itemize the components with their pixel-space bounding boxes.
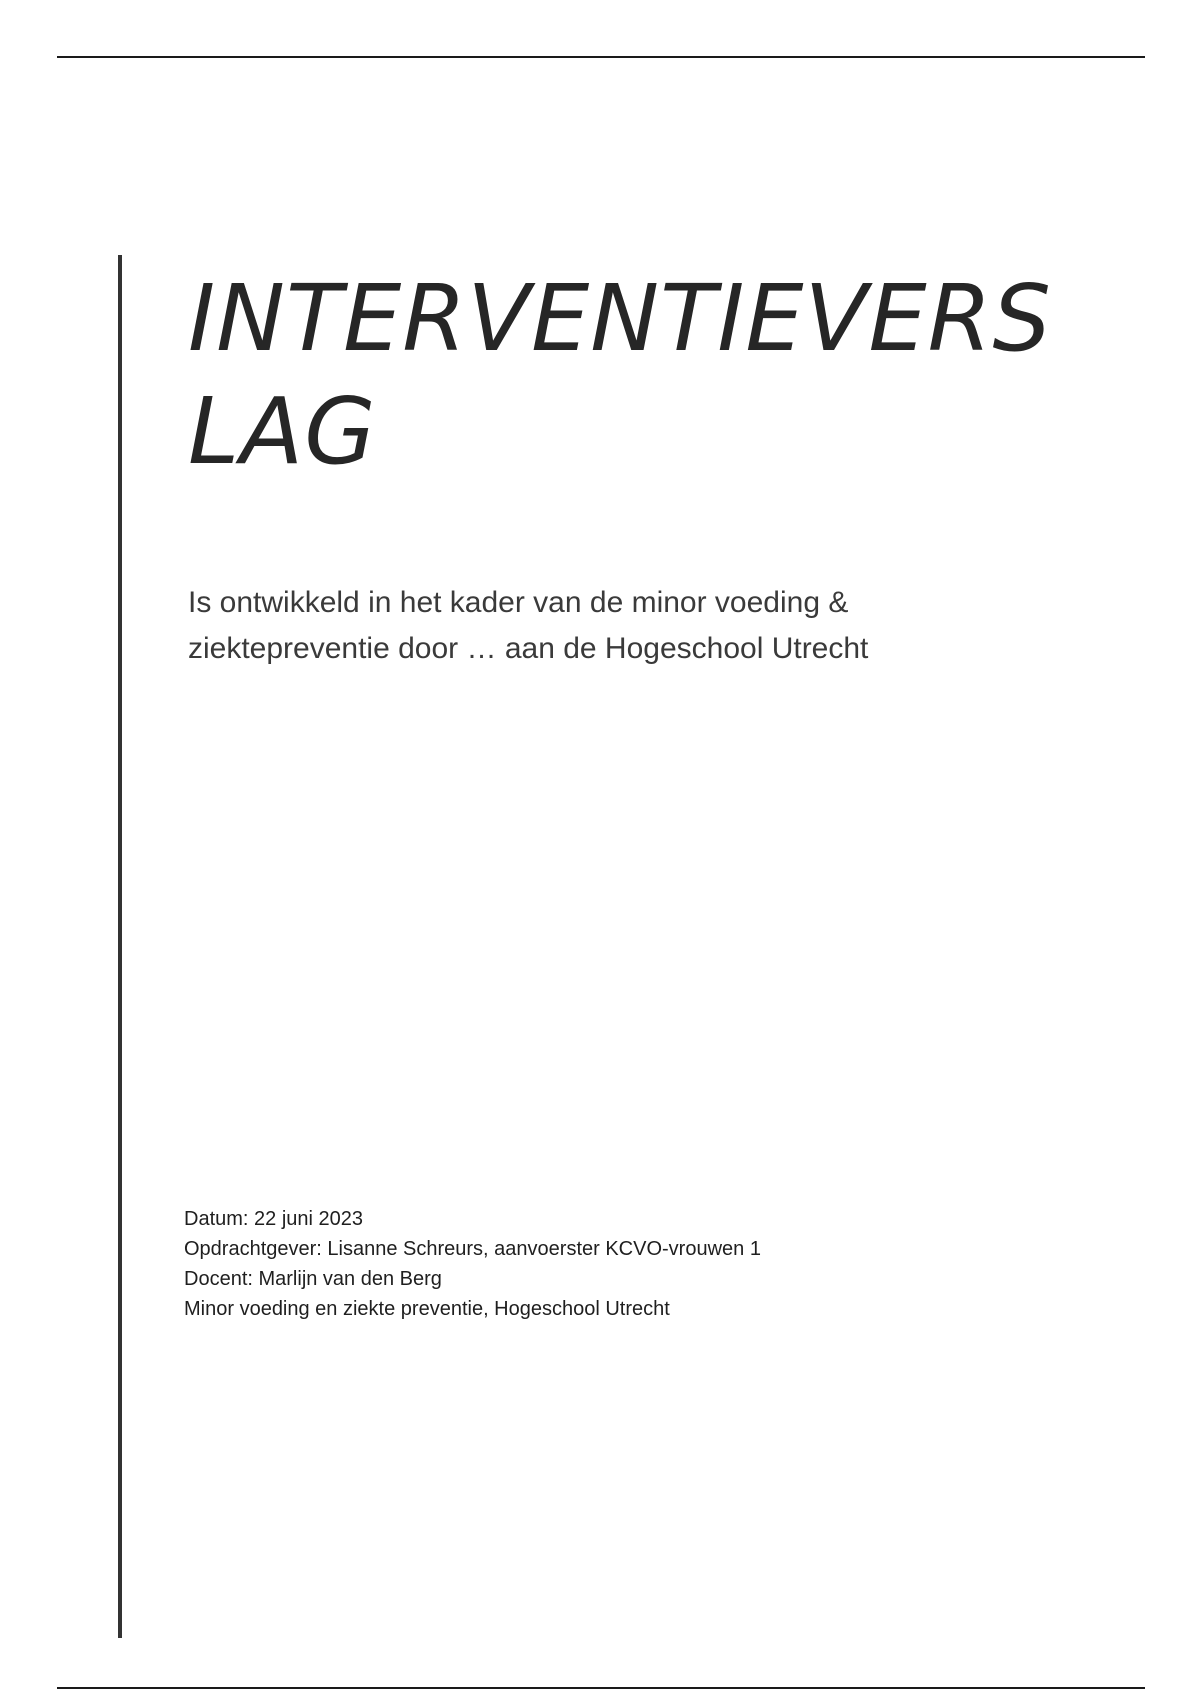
document-subtitle bbox=[188, 580, 1088, 672]
document-title-line-1: INTERVENTIEVERS bbox=[188, 265, 1052, 372]
meta-date: Datum: 22 juni 2023 bbox=[184, 1208, 364, 1230]
bottom-rule bbox=[57, 1687, 1145, 1689]
meta-program: Minor voeding en ziekte preventie, Hogeschool Utrecht bbox=[184, 1298, 670, 1320]
top-rule bbox=[57, 56, 1145, 58]
meta-client: Opdrachtgever: Lisanne Schreurs, aanvoerster KCVO-vrouwen 1 bbox=[184, 1238, 761, 1260]
side-accent-bar bbox=[118, 255, 122, 1638]
meta-teacher: Docent: Marlijn van den Berg bbox=[184, 1268, 442, 1290]
document-title-line-2: LAG bbox=[188, 378, 377, 485]
document-title bbox=[188, 262, 1108, 488]
document-subtitle-line-1: Is ontwikkeld in het kader van de minor voeding & bbox=[188, 586, 849, 619]
document-subtitle-line-2: ziektepreventie door … aan de Hogeschool Utrecht bbox=[188, 632, 869, 665]
document-meta bbox=[184, 1204, 1084, 1324]
